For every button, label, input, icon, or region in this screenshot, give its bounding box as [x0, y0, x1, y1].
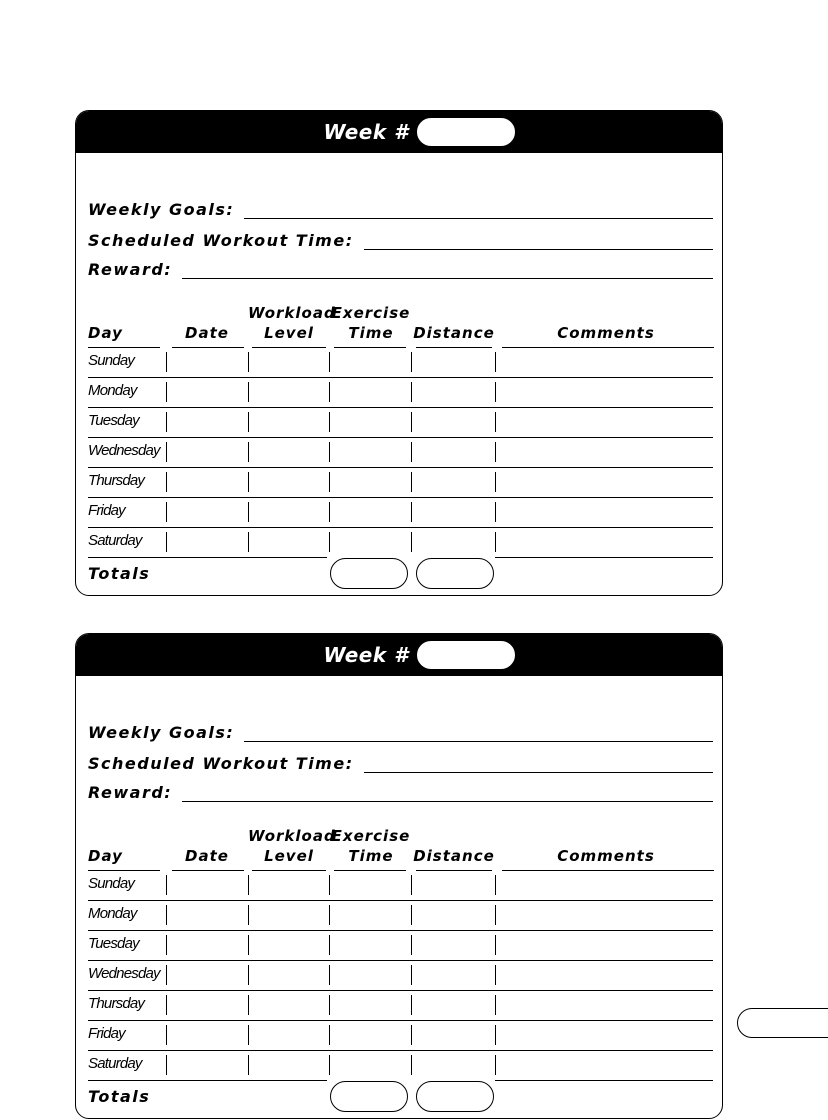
col-exercise-top: Exercise: [331, 827, 411, 845]
day-row-sunday[interactable]: [88, 871, 713, 901]
week-number-label: Week #: [323, 643, 409, 667]
col-workload-bottom: Level: [264, 324, 314, 342]
day-label: Sunday: [88, 875, 135, 892]
col-workload-top: Workload: [248, 827, 336, 845]
scheduled-workout-field[interactable]: [364, 756, 713, 773]
col-workload-top: Workload: [248, 304, 336, 322]
day-row-monday[interactable]: [88, 378, 713, 408]
weekly-goals-row: [88, 724, 713, 742]
page-tab: [737, 1008, 828, 1038]
col-workload-bottom: Level: [264, 847, 314, 865]
col-date: Date: [185, 324, 229, 342]
col-date: Date: [185, 847, 229, 865]
weekly-goals-label: Weekly Goals:: [88, 200, 235, 219]
reward-label: Reward:: [88, 783, 173, 802]
day-row-friday[interactable]: [88, 498, 713, 528]
day-row-wednesday[interactable]: [88, 961, 713, 991]
total-distance-field[interactable]: [416, 1081, 494, 1112]
totals-label: Totals: [88, 1087, 151, 1106]
day-row-saturday[interactable]: [88, 528, 713, 558]
col-comments: Comments: [557, 847, 655, 865]
col-exercise-bottom: Time: [348, 324, 394, 342]
week-header: [76, 634, 722, 676]
day-label: Saturday: [88, 532, 142, 549]
total-distance-field[interactable]: [416, 558, 494, 589]
reward-row: [88, 784, 713, 802]
day-label: Wednesday: [88, 442, 160, 459]
day-label: Thursday: [88, 472, 145, 489]
day-row-sunday[interactable]: [88, 348, 713, 378]
col-distance: Distance: [413, 847, 495, 865]
day-label: Tuesday: [88, 412, 139, 429]
col-exercise-bottom: Time: [348, 847, 394, 865]
day-label: Sunday: [88, 352, 135, 369]
col-comments: Comments: [557, 324, 655, 342]
scheduled-workout-row: [88, 755, 713, 773]
week-number-field[interactable]: [417, 641, 515, 669]
week-number-label: Week #: [323, 120, 409, 144]
week-log-card-2: [75, 633, 723, 1119]
total-exercise-time-field[interactable]: [330, 1081, 408, 1112]
day-label: Monday: [88, 382, 137, 399]
week-number-field[interactable]: [417, 118, 515, 146]
day-row-wednesday[interactable]: [88, 438, 713, 468]
total-exercise-time-field[interactable]: [330, 558, 408, 589]
day-row-tuesday[interactable]: [88, 408, 713, 438]
reward-row: [88, 261, 713, 279]
reward-label: Reward:: [88, 260, 173, 279]
week-header: [76, 111, 722, 153]
weekly-goals-field[interactable]: [244, 202, 713, 219]
scheduled-workout-field[interactable]: [364, 233, 713, 250]
day-label: Thursday: [88, 995, 145, 1012]
scheduled-workout-label: Scheduled Workout Time:: [88, 231, 354, 250]
col-distance: Distance: [413, 324, 495, 342]
weekly-goals-field[interactable]: [244, 725, 713, 742]
weekly-goals-label: Weekly Goals:: [88, 723, 235, 742]
day-row-thursday[interactable]: [88, 468, 713, 498]
day-label: Saturday: [88, 1055, 142, 1072]
day-row-saturday[interactable]: [88, 1051, 713, 1081]
day-label: Tuesday: [88, 935, 139, 952]
reward-field[interactable]: [182, 785, 713, 802]
scheduled-workout-row: [88, 232, 713, 250]
day-row-tuesday[interactable]: [88, 931, 713, 961]
week-log-card-1: [75, 110, 723, 596]
day-row-monday[interactable]: [88, 901, 713, 931]
day-row-friday[interactable]: [88, 1021, 713, 1051]
scheduled-workout-label: Scheduled Workout Time:: [88, 754, 354, 773]
col-day: Day: [88, 324, 123, 342]
day-label: Wednesday: [88, 965, 160, 982]
day-row-thursday[interactable]: [88, 991, 713, 1021]
col-day: Day: [88, 847, 123, 865]
day-label: Friday: [88, 502, 125, 519]
reward-field[interactable]: [182, 262, 713, 279]
day-label: Friday: [88, 1025, 125, 1042]
col-exercise-top: Exercise: [331, 304, 411, 322]
totals-label: Totals: [88, 564, 151, 583]
day-label: Monday: [88, 905, 137, 922]
weekly-goals-row: [88, 201, 713, 219]
